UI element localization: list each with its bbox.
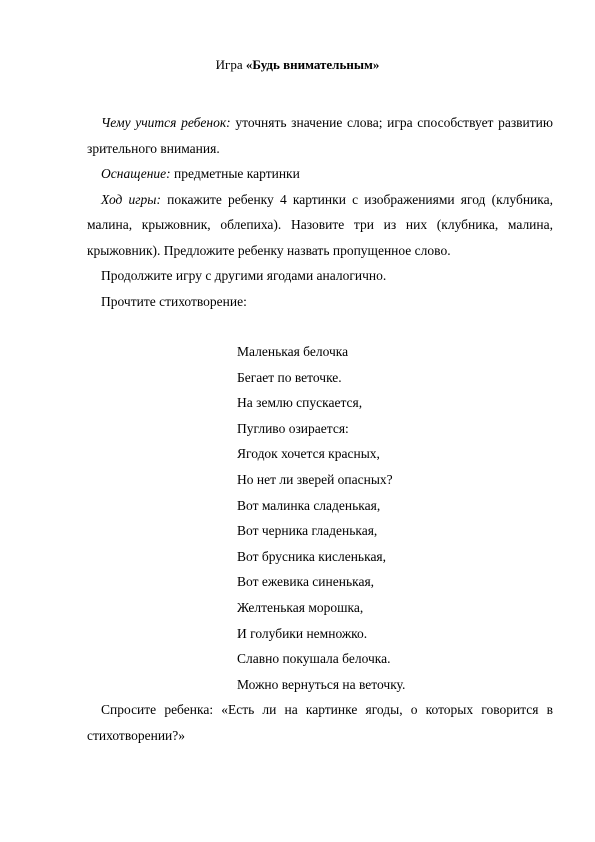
paragraph-read-poem: Прочтите стихотворение:	[101, 293, 247, 309]
paragraph-game-flow	[87, 187, 553, 264]
poem-line: Но нет ли зверей опасных?	[237, 471, 393, 487]
title-bold: «Будь внимательным»	[245, 57, 380, 72]
poem-line: Желтенькая морошка,	[237, 599, 364, 615]
equipment-text: предметные картинки	[170, 166, 300, 181]
paragraph-equipment	[87, 161, 553, 187]
document-body	[87, 110, 553, 748]
poem-line: Бегает по веточке.	[237, 369, 342, 385]
poem-line: Ягодок хочется красных,	[237, 446, 380, 462]
poem-line: Вот малинка сладенькая,	[237, 497, 381, 513]
poem-line: Маленькая белочка	[237, 344, 349, 359]
goal-text: уточнять значение слова; игра способствует развитию зрительного внимания.	[87, 115, 553, 156]
title-prefix: Игра	[215, 57, 246, 72]
poem	[87, 339, 553, 697]
spacer	[87, 314, 553, 339]
poem-line: Вот черника гладенькая,	[237, 523, 378, 539]
game-flow-label: Ход игры:	[101, 191, 161, 207]
paragraph-final-question: Спросите ребенка: «Есть ли на картинке ягоды, о которых говорится в стихотворении?»	[87, 702, 553, 743]
equipment-label: Оснащение:	[101, 166, 171, 181]
document-title	[0, 57, 595, 73]
paragraph-continue: Продолжите игру с другими ягодами аналогично.	[101, 268, 387, 283]
goal-label: Чему учится ребенок:	[101, 115, 231, 130]
paragraph-goal	[87, 110, 553, 161]
poem-line: Пугливо озирается:	[237, 420, 349, 436]
poem-line: Вот брусника кисленькая,	[237, 548, 387, 564]
game-flow-text: покажите ребенку 4 картинки с изображениями ягод (клубника, малина, крыжовник, облепиха). Назовите три из них (клубника, малина, крыжовник). Предложите ребенку назвать пропущенное слово.	[87, 191, 553, 258]
poem-line: На землю спускается,	[237, 395, 363, 411]
poem-line: Можно вернуться на веточку.	[237, 676, 406, 692]
poem-line: Славно покушала белочка.	[237, 651, 391, 667]
poem-line: Вот ежевика синенькая,	[237, 574, 375, 590]
poem-line: И голубики немножко.	[237, 625, 368, 641]
